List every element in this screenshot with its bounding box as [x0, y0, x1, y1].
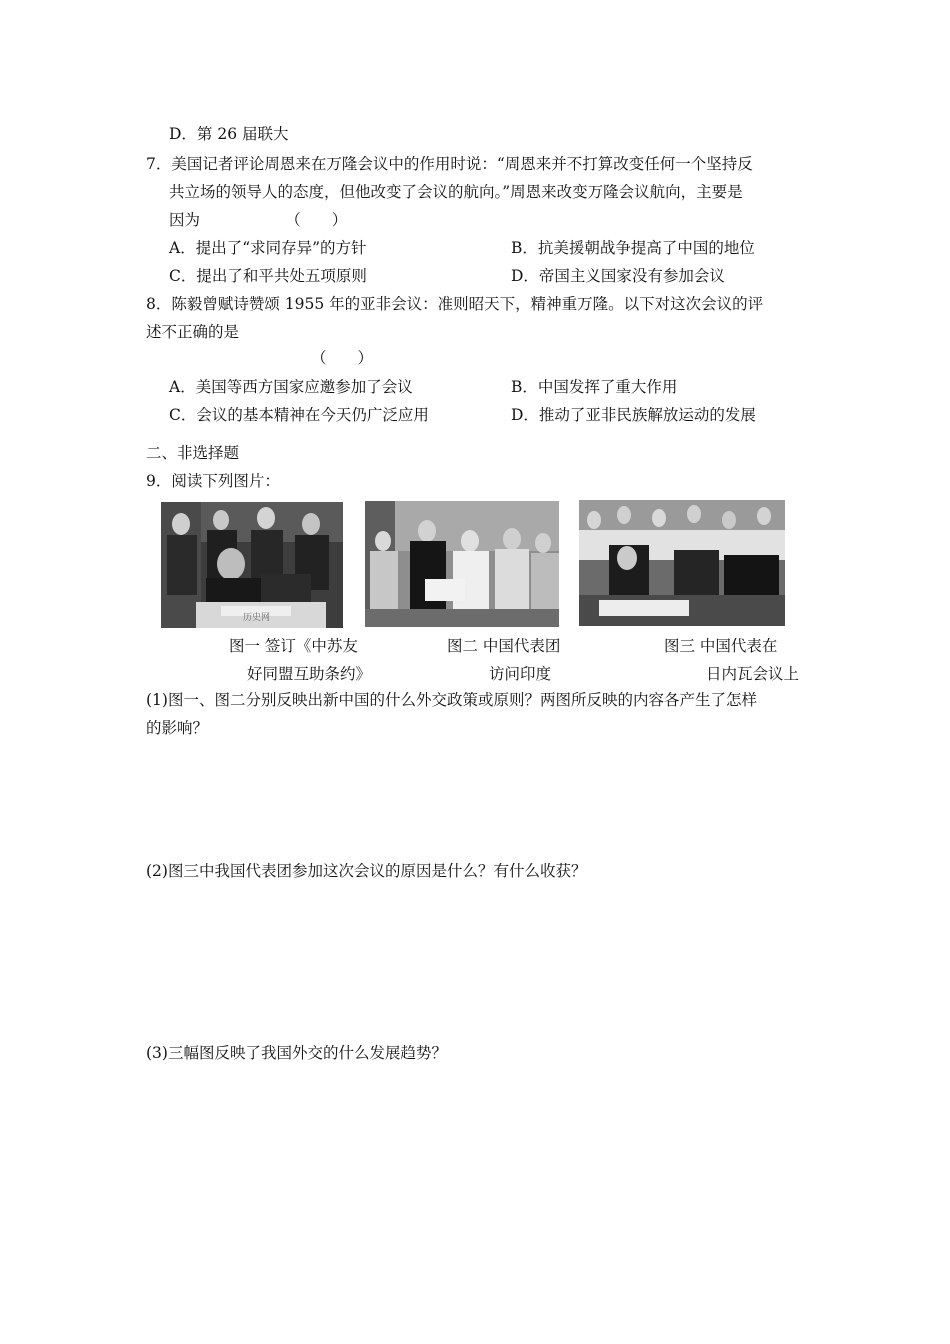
- q8-stem-line2: 述不正确的是: [146, 323, 240, 341]
- q8-option-a: A．美国等西方国家应邀参加了会议: [169, 378, 413, 396]
- photo-treaty-signing: [161, 502, 343, 628]
- q7-stem-line2: 共立场的领导人的态度，但他改变了会议的航向。”周恩来改变万隆会议航向，主要是: [169, 183, 743, 201]
- section-heading: 二、非选择题: [146, 444, 240, 462]
- photo-watermark: 历史网: [243, 613, 271, 623]
- q7-option-b: B．抗美援朝战争提高了中国的地位: [511, 239, 755, 257]
- q9-sub3: (3)三幅图反映了我国外交的什么发展趋势？: [146, 1044, 447, 1062]
- q8-stem-line1: 8．陈毅曾赋诗赞颂 1955 年的亚非会议：准则昭天下，精神重万隆。以下对这次会议的评: [146, 295, 764, 313]
- caption-photo3-line1: 图三 中国代表在: [664, 637, 778, 655]
- q9-sub2: (2)图三中我国代表团参加这次会议的原因是什么？有什么收获？: [146, 862, 587, 880]
- q7-stem-line1: 7．美国记者评论周恩来在万隆会议中的作用时说：“周恩来并不打算改变任何一个坚持反: [146, 155, 753, 173]
- q6-option-d: D．第 26 届联大: [169, 125, 289, 143]
- photo-geneva-conference: [579, 500, 785, 626]
- q8-option-d: D．推动了亚非民族解放运动的发展: [511, 406, 756, 424]
- q7-option-c: C．提出了和平共处五项原则: [169, 267, 367, 285]
- q9-sub1-line2: 的影响？: [146, 719, 209, 737]
- caption-photo1-line2: 好同盟互助条约》: [247, 665, 372, 683]
- caption-photo1-line1: 图一 签订《中苏友: [229, 637, 358, 655]
- q8-option-b: B．中国发挥了重大作用: [511, 378, 678, 396]
- q7-option-a: A．提出了“求同存异”的方针: [169, 239, 367, 257]
- caption-photo2-line1: 图二 中国代表团: [447, 637, 561, 655]
- q9-intro: 9．阅读下列图片：: [146, 472, 280, 490]
- q8-option-c: C．会议的基本精神在今天仍广泛应用: [169, 406, 429, 424]
- q8-stem-line3: （ ）: [311, 349, 374, 367]
- photo-delegation-india: [365, 501, 559, 627]
- caption-photo3-line2: 日内瓦会议上: [706, 665, 800, 683]
- q9-sub1-line1: (1)图一、图二分别反映出新中国的什么外交政策或原则？两图所反映的内容各产生了怎样: [146, 691, 757, 709]
- q7-option-d: D．帝国主义国家没有参加会议: [511, 267, 725, 285]
- q7-stem-line3: 因为 （ ）: [169, 211, 348, 229]
- caption-photo2-line2: 访问印度: [489, 665, 552, 683]
